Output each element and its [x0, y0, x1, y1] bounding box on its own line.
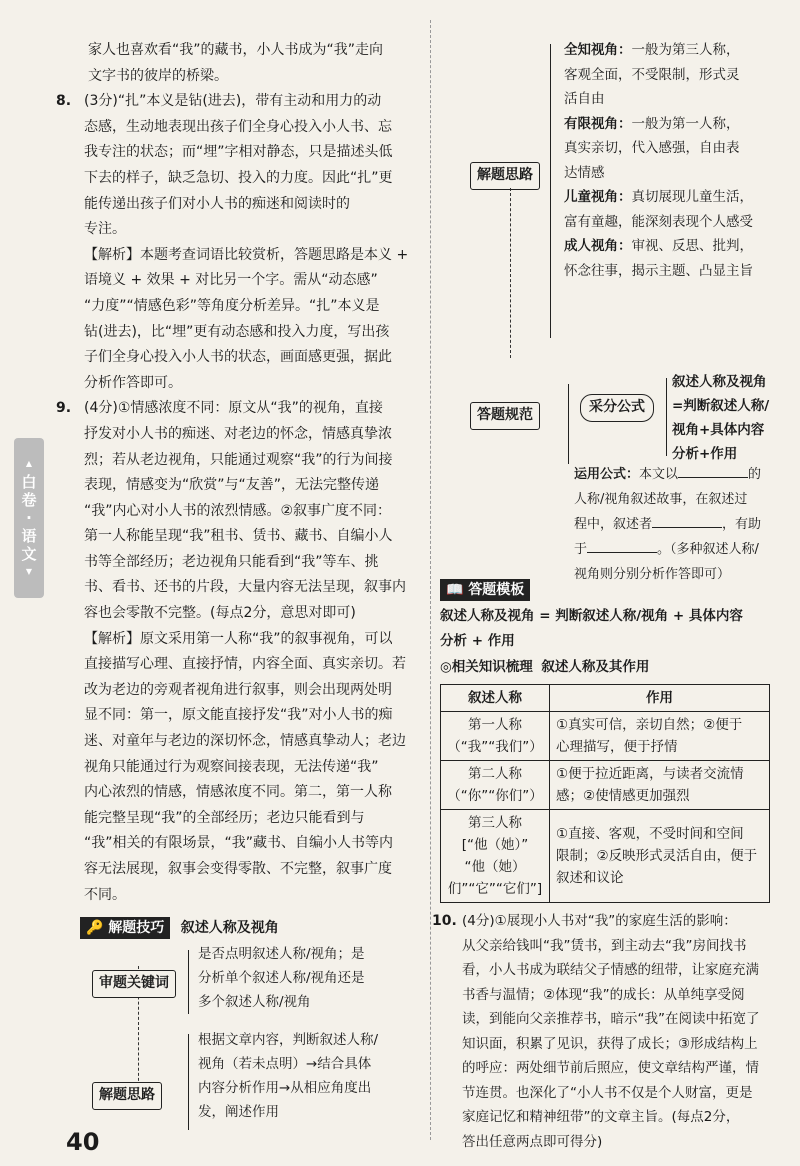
- q10-number: 10.: [432, 913, 457, 930]
- q8-analysis-line: 分析作答即可。: [84, 374, 182, 391]
- apply-text: 的: [748, 467, 762, 482]
- q8-line: 能传递出孩子们对小人书的痴迷和阅读时的: [84, 195, 350, 212]
- person-table: [440, 684, 770, 903]
- q8-line: (3分)“扎”本义是钻(进去)，带有主动和用力的动: [84, 93, 382, 110]
- bracket-line: [188, 1034, 189, 1130]
- person-label: 第三人称: [468, 815, 522, 832]
- q9-analysis-line: 改为老边的旁观者视角进行叙事，则会出现两处明: [84, 681, 392, 698]
- key-line: 分析单个叙述人称/视角还是: [198, 970, 365, 987]
- side-tab-char: 语: [21, 527, 37, 545]
- view-text: 活自由: [564, 91, 605, 107]
- triangle-up-icon: ▲: [25, 459, 33, 468]
- view-text: 客观全面，不受限制，形式灵: [564, 66, 740, 83]
- view-text: 达情感: [564, 164, 605, 181]
- formula-line: 视角+具体内容: [672, 422, 765, 438]
- idea-line: 内容分析作用→从相应角度出: [198, 1080, 372, 1097]
- flow-connector: [510, 188, 511, 358]
- left-column: [56, 38, 420, 1134]
- solution-idea-box: 解题思路: [92, 1082, 162, 1110]
- question-9: [56, 396, 420, 908]
- knowledge-topic: 叙述人称及其作用: [541, 658, 650, 675]
- effect-text: ①直接、客观，不受时间和空间: [556, 826, 744, 843]
- q10-line: 看，小人书成为联结父子情感的纽带，让家庭充满: [462, 962, 759, 979]
- q10-line: 知识面，积累了见识，获得了成长；③形成结构上: [462, 1035, 758, 1052]
- key-words-box: 审题关键词: [92, 970, 176, 998]
- view-text: 真切展现儿童生活，: [631, 189, 753, 205]
- q9-number: 9.: [56, 400, 72, 417]
- template-section: [440, 578, 785, 680]
- formula-pill: 采分公式: [580, 394, 654, 422]
- solution-idea-box-right: 解题思路: [470, 162, 540, 190]
- view-head: 成人视角：: [564, 238, 632, 254]
- skills-section: [60, 916, 420, 1134]
- apply-text: 于: [574, 542, 588, 557]
- q9-analysis-line: 容无法展现，叙事会变得零散、不完整，叙事广度: [84, 861, 392, 877]
- view-text: 一般为第三人称，: [631, 42, 740, 58]
- template-line: 分析 + 作用: [440, 633, 515, 650]
- apply-text: 人称/视角叙述故事，在叙述过: [574, 492, 748, 507]
- q9-analysis-line: 迷、对童年与老边的深切怀念，情感真挚动人；老边: [84, 733, 406, 750]
- skills-tag-label: 解题技巧: [108, 920, 165, 937]
- q10-line: 家庭记忆和精神纽带”的文章主旨。(每点2分，: [462, 1109, 740, 1126]
- view-text: 怀念往事，揭示主题、凸显主旨: [564, 262, 753, 279]
- fill-blank: [652, 527, 722, 528]
- key-line: 多个叙述人称/视角: [198, 994, 311, 1011]
- bracket-line: [188, 950, 189, 1014]
- effect-text: 感；②使情感更加强烈: [556, 788, 690, 805]
- q8-line: 态感，生动地表现出孩子们全身心投入小人书、忘: [84, 118, 392, 135]
- table-cell: [550, 712, 770, 761]
- q9-analysis-line: 【解析】原文采用第一人称“我”的叙事视角，可以: [84, 630, 393, 647]
- q10-line: 节连贯。也深化了“小人书不仅是个人财富，更是: [462, 1084, 753, 1101]
- triangle-down-icon: ▼: [25, 567, 33, 576]
- formula-line: 叙述人称及视角: [672, 374, 767, 390]
- table-header: 叙述人称: [441, 685, 550, 712]
- bracket-line: [568, 384, 569, 464]
- view-head: 儿童视角：: [564, 189, 632, 205]
- q9-line: 书等全部经历；老边视角只能看到“我”等车、挑: [84, 553, 379, 570]
- q10-line: 读，到能向父亲推荐书，暗示“我”在阅读中拓宽了: [462, 1011, 760, 1028]
- apply-label: 运用公式：: [574, 467, 640, 482]
- table-header-row: [441, 685, 770, 712]
- skills-title: 叙述人称及视角: [180, 920, 279, 937]
- idea-line: 根据文章内容，判断叙述人称/: [198, 1032, 379, 1049]
- q9-analysis-line: 视角只能通过行为观察间接表现，无法传递“我”: [84, 758, 379, 775]
- person-label: （“你”“你们”）: [447, 788, 543, 805]
- q9-line: 烈；若从老边视角，只能通过观察“我”的行为间接: [84, 451, 393, 468]
- q8-analysis-line: 子们全身心投入小人书的状态，画面感更强，据此: [84, 349, 392, 366]
- formula-line: 分析+作用: [672, 446, 738, 462]
- side-tab-char: 卷: [21, 491, 37, 509]
- key-icon: 🔑: [86, 920, 104, 937]
- formula-line: =判断叙述人称/: [672, 398, 770, 414]
- template-tag-label: 答题模板: [468, 582, 525, 598]
- effect-text: 限制；②反映形式灵活自由，便于叙述和议论: [556, 848, 758, 887]
- side-tab-char: 文: [21, 545, 37, 563]
- page-number: 40: [66, 1128, 100, 1156]
- q10-line: (4分)①展现小人书对“我”的家庭生活的影响：: [462, 913, 737, 930]
- q9-analysis-line: “我”相关的有限场景，“我”藏书、自编小人书等内: [84, 835, 394, 852]
- q10-line: 答出任意两点即可得分): [462, 1133, 603, 1150]
- skills-tag: [80, 917, 170, 939]
- q8-line: 下去的样子，缺乏急切、投入的力度。因此“扎”更: [84, 169, 393, 186]
- apply-text: ，有助: [722, 517, 762, 532]
- bracket-line: [666, 378, 667, 456]
- person-label: 第二人称: [468, 766, 522, 783]
- q9-line: 抒发对小人书的痴迷、对老边的怀念，情感真挚浓: [84, 425, 392, 442]
- q10-line: 从父亲给钱叫“我”赁书，到主动去“我”房间找书: [462, 937, 747, 954]
- column-divider: [430, 20, 431, 1140]
- table-header: 作用: [550, 685, 770, 712]
- view-text: 真实亲切，代入感强，自由表: [564, 140, 740, 156]
- q10-line: 书香与温情；②体现“我”的成长：从单纯享受阅: [462, 986, 745, 1003]
- q9-line: “我”内心对小人书的浓烈情感。②叙事广度不同：: [84, 502, 392, 519]
- q8-line: 专注。: [84, 221, 126, 238]
- table-cell: [550, 761, 770, 810]
- table-row: [441, 761, 770, 810]
- q9-line: 书、看书、还书的片段，大量内容无法呈现，叙事内: [84, 579, 406, 596]
- intro-line-2: 文字书的彼岸的桥梁。: [88, 67, 228, 84]
- template-line: 叙述人称及视角 = 判断叙述人称/视角 + 具体内容: [440, 607, 743, 624]
- table-row: [441, 712, 770, 761]
- q9-analysis-line: 不同。: [84, 886, 126, 903]
- q10-line: 的呼应：两处细节前后照应，使文章结构严谨，情: [462, 1060, 759, 1077]
- effect-text: ①便于拉近距离，与读者交流情: [556, 766, 744, 783]
- q8-number: 8.: [56, 93, 72, 110]
- side-tab-char: 白: [21, 473, 37, 491]
- formula-section: [440, 374, 785, 582]
- question-8: [56, 89, 420, 396]
- table-cell: [441, 761, 550, 810]
- q9-line: 容也会零散不完整。(每点2分，意思对即可): [84, 605, 356, 622]
- idea-line: 视角（若未点明）→结合具体: [198, 1056, 372, 1073]
- q8-analysis-line: 【解析】本题考查词语比较赏析，答题思路是本义 +: [84, 246, 409, 263]
- intro-line-1: 家人也喜欢看“我”的藏书，小人书成为“我”走向: [88, 42, 384, 58]
- view-text: 富有童趣，能深刻表现个人感受: [564, 213, 753, 230]
- knowledge-title: ◎相关知识梳理: [440, 658, 533, 675]
- table-cell: [441, 810, 550, 903]
- q8-analysis-line: 钻(进去)，比“埋”更有动态感和投入力度，写出孩: [84, 323, 390, 340]
- person-label: [“他（她）”: [461, 837, 529, 854]
- book-icon: 📖: [446, 582, 464, 598]
- view-text: 审视、反思、批判，: [631, 238, 753, 254]
- person-label: 第一人称: [468, 717, 522, 734]
- bracket-line: [550, 44, 551, 338]
- person-label: “他（她）们”“它”“它们”]: [447, 859, 543, 898]
- table-cell: [550, 810, 770, 903]
- answer-norm-box: 答题规范: [470, 402, 540, 430]
- table-row: [441, 810, 770, 903]
- template-tag: [440, 579, 530, 601]
- q9-analysis-line: 显不同：第一，原文能直接抒发“我”对小人书的痴: [84, 707, 393, 724]
- effect-text: 心理描写，便于抒情: [556, 739, 678, 756]
- apply-text: 程中，叙述者: [574, 517, 653, 532]
- apply-text: 。（多种叙述人称/: [657, 542, 759, 557]
- view-text: 一般为第一人称，: [631, 115, 740, 132]
- table-cell: [441, 712, 550, 761]
- apply-text: 本文以: [639, 467, 679, 482]
- fill-blank: [587, 552, 657, 553]
- apply-text: 视角则分别分析作答即可）: [574, 567, 731, 582]
- q9-analysis-line: 能完整呈现“我”的全部经历；老边只能看到与: [84, 809, 365, 826]
- q8-analysis-line: 语境义 + 效果 + 对比另一个字。需从“动态感”: [84, 272, 378, 289]
- q9-analysis-line: 直接描写心理、直接抒情，内容全面、真实亲切。若: [84, 656, 406, 673]
- q9-analysis-line: 内心浓烈的情感，情感浓度不同。第二，第一人称: [84, 784, 392, 801]
- view-head: 有限视角：: [564, 115, 632, 132]
- right-column: [432, 38, 785, 1154]
- person-label: （“我”“我们”）: [447, 739, 543, 756]
- side-tab-char: ·: [26, 509, 32, 527]
- question-10: [432, 909, 785, 1154]
- fill-blank: [678, 477, 748, 478]
- view-head: 全知视角：: [564, 42, 632, 58]
- side-tab: [14, 438, 44, 598]
- idea-line: 发，阐述作用: [198, 1104, 279, 1121]
- key-line: 是否点明叙述人称/视角；是: [198, 946, 365, 963]
- q9-line: 表现，情感变为“欣赏”与“友善”，无法完整传递: [84, 477, 380, 494]
- effect-text: ①真实可信，亲切自然；②便于: [556, 717, 743, 734]
- q9-line: 第一人称能呈现“我”租书、赁书、藏书、自编小人: [84, 528, 393, 545]
- q8-line: 我专注的状态；而“埋”字相对静态，只是描述头低: [84, 144, 393, 161]
- q9-line: (4分)①情感浓度不同：原文从“我”的视角，直接: [84, 400, 383, 417]
- q8-analysis-line: “力度”“情感色彩”等角度分析差异。“扎”本义是: [84, 297, 380, 314]
